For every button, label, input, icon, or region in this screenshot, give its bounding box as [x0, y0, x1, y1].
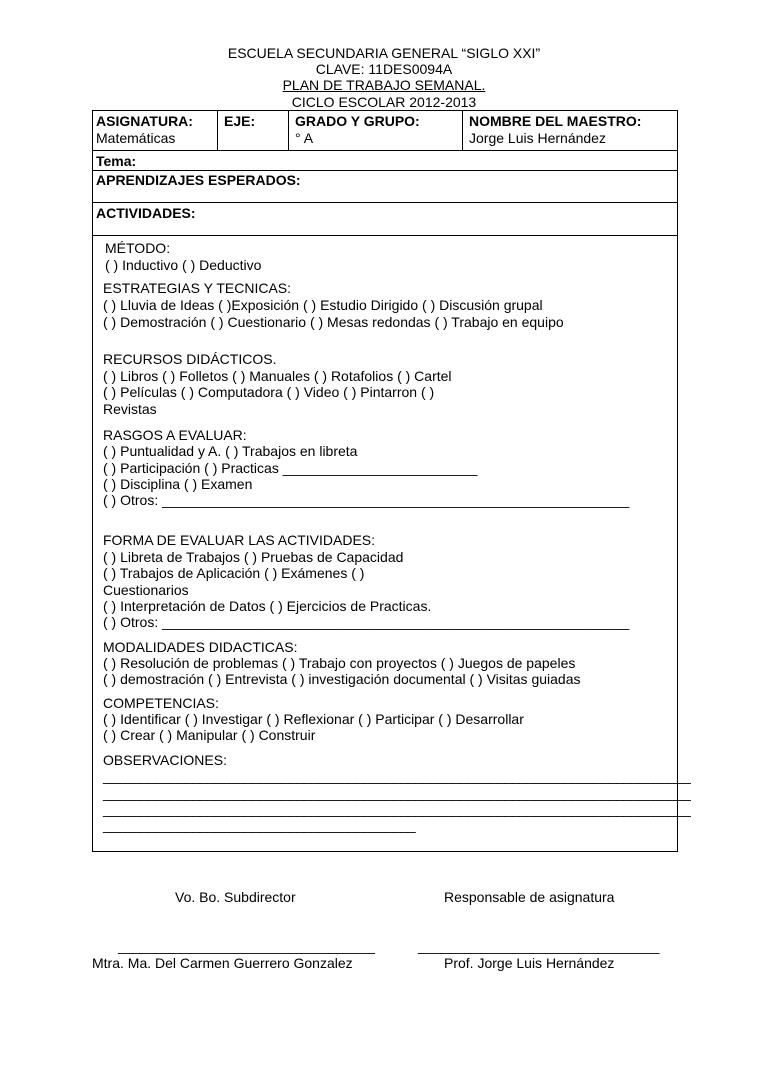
- estrategias-line: ( ) Demostración ( ) Cuestionario ( ) Mesas redondas ( ) Trabajo en equipo: [103, 314, 564, 330]
- competencias-line: ( ) Crear ( ) Manipular ( ) Construir: [103, 727, 316, 743]
- vobo-subdirector-label: Vo. Bo. Subdirector: [175, 889, 296, 905]
- competencias-title: COMPETENCIAS:: [103, 695, 219, 711]
- estrategias-title: ESTRATEGIAS Y TECNICAS:: [103, 280, 292, 296]
- responsable-label: Responsable de asignatura: [444, 889, 615, 905]
- forma-line: ( ) Otros: ____________________________________________________________: [103, 614, 630, 630]
- forma-line: ( ) Libreta de Trabajos ( ) Pruebas de Capacidad: [103, 549, 404, 565]
- divider: [92, 170, 678, 171]
- metodo-options: ( ) Inductivo ( ) Deductivo: [105, 257, 262, 273]
- forma-title: FORMA DE EVALUAR LAS ACTIVIDADES:: [103, 532, 376, 548]
- observaciones-line: _______________________________________________________________________________: [103, 785, 691, 801]
- modalidades-title: MODALIDADES DIDACTICAS:: [103, 639, 298, 655]
- rasgos-line: ( ) Participación ( ) Practicas _________________________: [103, 460, 478, 476]
- divider: [462, 110, 463, 150]
- signature-line-right: _______________________________: [418, 938, 660, 954]
- divider: [288, 110, 289, 150]
- recursos-title: RECURSOS DIDÁCTICOS.: [103, 351, 277, 367]
- responsable-name: Prof. Jorge Luis Hernández: [444, 955, 615, 971]
- asignatura-value: Matemáticas: [96, 130, 176, 146]
- actividades-label: ACTIVIDADES:: [96, 205, 196, 221]
- subdirector-name: Mtra. Ma. Del Carmen Guerrero Gonzalez: [92, 955, 353, 971]
- aprendizajes-label: APRENDIZAJES ESPERADOS:: [96, 172, 301, 188]
- observaciones-line: __________________________________________: [103, 817, 416, 833]
- observaciones-line: _______________________________________________________________________________: [103, 768, 691, 784]
- divider: [217, 110, 218, 150]
- rasgos-line: ( ) Puntualidad y A. ( ) Trabajos en libreta: [103, 443, 358, 459]
- asignatura-label: ASIGNATURA:: [96, 113, 193, 129]
- grado-value: ° A: [295, 130, 314, 146]
- modalidades-line: ( ) Resolución de problemas ( ) Trabajo con proyectos ( ) Juegos de papeles: [103, 655, 576, 671]
- rasgos-title: RASGOS A EVALUAR:: [103, 427, 247, 443]
- tema-label: Tema:: [96, 153, 137, 169]
- estrategias-line: ( ) Lluvia de Ideas ( )Exposición ( ) Estudio Dirigido ( ) Discusión grupal: [103, 297, 543, 313]
- eje-label: EJE:: [224, 113, 256, 129]
- ciclo-escolar: CICLO ESCOLAR 2012-2013: [291, 94, 477, 110]
- signature-line-left: _________________________________: [118, 938, 375, 954]
- maestro-label: NOMBRE DEL MAESTRO:: [469, 113, 642, 129]
- observaciones-title: OBSERVACIONES:: [103, 752, 227, 768]
- divider: [92, 202, 678, 203]
- divider: [92, 235, 678, 236]
- plan-title: PLAN DE TRABAJO SEMANAL.: [282, 77, 486, 93]
- forma-line: ( ) Interpretación de Datos ( ) Ejercicios de Practicas.: [103, 598, 432, 614]
- recursos-line: ( ) Libros ( ) Folletos ( ) Manuales ( ) Rotafolios ( ) Cartel: [103, 368, 452, 384]
- recursos-line: ( ) Películas ( ) Computadora ( ) Video ( ) Pintarron ( ): [103, 384, 435, 400]
- divider: [92, 150, 678, 151]
- rasgos-line: ( ) Disciplina ( ) Examen: [103, 476, 253, 492]
- maestro-value: Jorge Luis Hernández: [469, 130, 606, 146]
- forma-line: Cuestionarios: [103, 582, 189, 598]
- modalidades-line: ( ) demostración ( ) Entrevista ( ) investigación documental ( ) Visitas guiadas: [103, 671, 581, 687]
- rasgos-line: ( ) Otros: ____________________________________________________________: [103, 492, 630, 508]
- metodo-title: MÉTODO:: [105, 240, 171, 256]
- forma-line: ( ) Trabajos de Aplicación ( ) Exámenes ( ): [103, 565, 365, 581]
- observaciones-line: _______________________________________________________________________________: [103, 801, 691, 817]
- competencias-line: ( ) Identificar ( ) Investigar ( ) Reflexionar ( ) Participar ( ) Desarrollar: [103, 711, 524, 727]
- school-clave: CLAVE: 11DES0094A: [315, 61, 453, 77]
- grado-label: GRADO Y GRUPO:: [295, 113, 420, 129]
- school-name: ESCUELA SECUNDARIA GENERAL “SIGLO XXI”: [227, 45, 541, 61]
- recursos-line: Revistas: [103, 401, 157, 417]
